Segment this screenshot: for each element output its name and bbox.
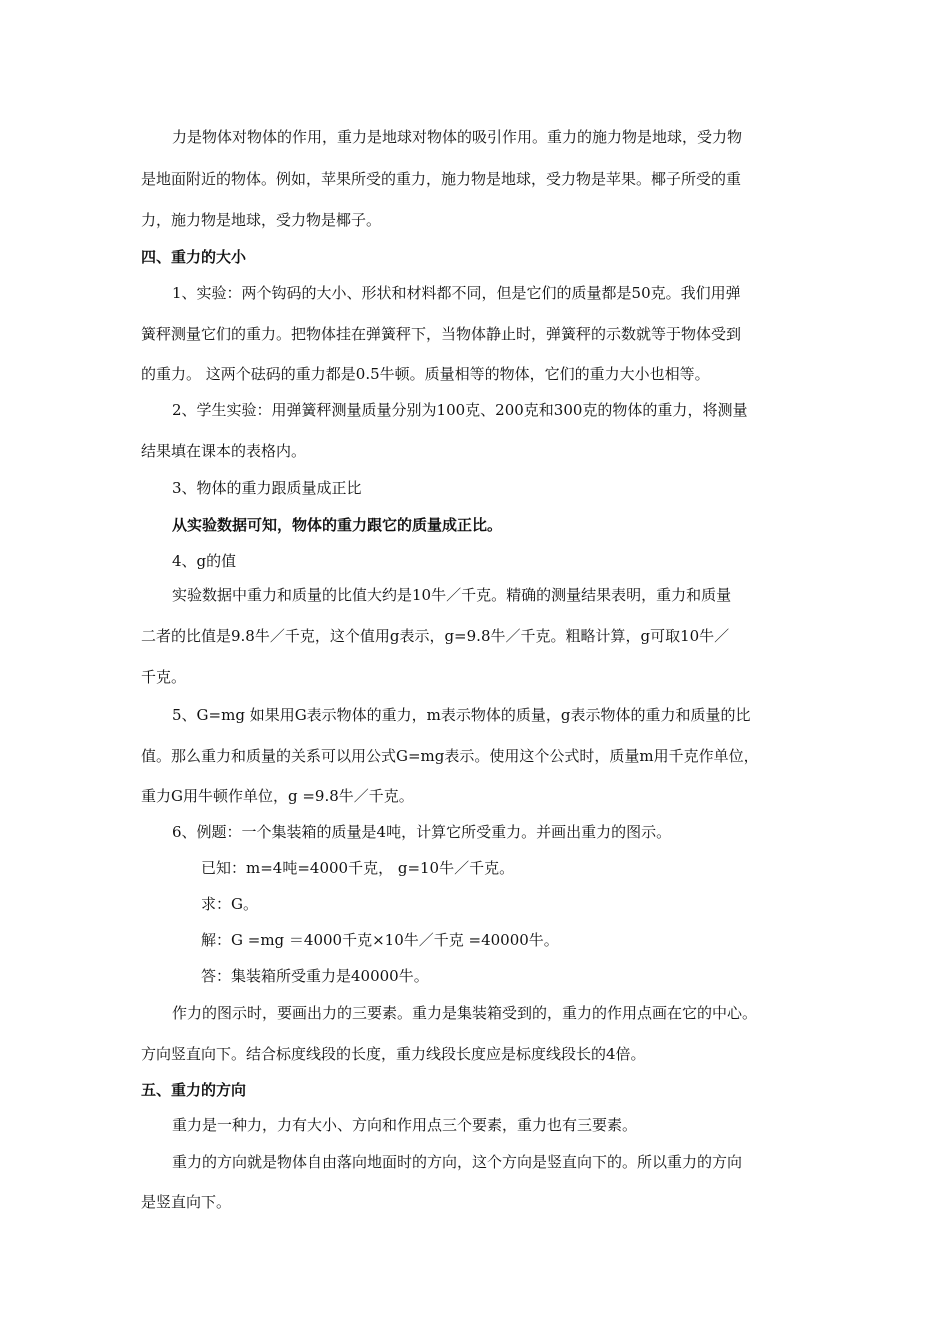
paragraph-line: 重力G用牛顿作单位，g =9.8牛／千克。 bbox=[141, 787, 414, 805]
paragraph-line: 力，施力物是地球，受力物是椰子。 bbox=[141, 211, 382, 229]
example-find: 求：G。 bbox=[201, 895, 258, 913]
conclusion-text: 从实验数据可知，物体的重力跟它的质量成正比。 bbox=[172, 516, 503, 534]
paragraph-line: 结果填在课本的表格内。 bbox=[141, 442, 307, 460]
paragraph-line: 是地面附近的物体。例如，苹果所受的重力，施力物是地球，受力物是苹果。椰子所受的重 bbox=[141, 170, 742, 188]
paragraph-line: 2、学生实验：用弹簧秤测量质量分别为100克、200克和300克的物体的重力，将测量 bbox=[172, 401, 748, 419]
paragraph-line: 方向竖直向下。结合标度线段的长度，重力线段长度应是标度线段长的4倍。 bbox=[141, 1045, 646, 1063]
section-heading: 五、重力的方向 bbox=[141, 1081, 247, 1099]
section-heading: 四、重力的大小 bbox=[141, 248, 247, 266]
paragraph-line: 的重力。 这两个砝码的重力都是0.5牛顿。质量相等的物体，它们的重力大小也相等。 bbox=[141, 365, 710, 383]
paragraph-line: 是竖直向下。 bbox=[141, 1193, 232, 1211]
paragraph-line: 作力的图示时，要画出力的三要素。重力是集装箱受到的，重力的作用点画在它的中心。 bbox=[172, 1004, 758, 1022]
example-known: 已知：m=4吨=4000千克， g=10牛／千克。 bbox=[201, 859, 515, 877]
paragraph-line: 实验数据中重力和质量的比值大约是10牛／千克。精确的测量结果表明，重力和质量 bbox=[172, 586, 732, 604]
paragraph-line: 1、实验：两个钩码的大小、形状和材料都不同，但是它们的质量都是50克。我们用弹 bbox=[172, 284, 741, 302]
example-title: 6、例题：一个集装箱的质量是4吨，计算它所受重力。并画出重力的图示。 bbox=[172, 823, 672, 841]
paragraph-line: 簧秤测量它们的重力。把物体挂在弹簧秤下，当物体静止时，弹簧秤的示数就等于物体受到 bbox=[141, 325, 742, 343]
paragraph-line: 千克。 bbox=[141, 668, 187, 686]
example-answer: 答：集装箱所受重力是40000牛。 bbox=[201, 967, 429, 985]
paragraph-line: 5、G=mg 如果用G表示物体的重力，m表示物体的质量，g表示物体的重力和质量的比 bbox=[172, 706, 751, 724]
item-title: 3、物体的重力跟质量成正比 bbox=[172, 479, 362, 497]
example-solution: 解：G =mg ＝4000千克×10牛／千克 =40000牛。 bbox=[201, 931, 559, 949]
paragraph-line: 力是物体对物体的作用，重力是地球对物体的吸引作用。重力的施力物是地球，受力物 bbox=[172, 128, 743, 146]
paragraph-line: 值。那么重力和质量的关系可以用公式G=mg表示。使用这个公式时，质量m用千克作单位， bbox=[141, 747, 759, 765]
item-title: 4、g的值 bbox=[172, 552, 237, 570]
paragraph-line: 重力的方向就是物体自由落向地面时的方向，这个方向是竖直向下的。所以重力的方向 bbox=[172, 1153, 743, 1171]
paragraph-line: 重力是一种力，力有大小、方向和作用点三个要素，重力也有三要素。 bbox=[172, 1116, 638, 1134]
paragraph-line: 二者的比值是9.8牛／千克，这个值用g表示，g=9.8牛／千克。粗略计算，g可取10牛／ bbox=[141, 627, 730, 645]
